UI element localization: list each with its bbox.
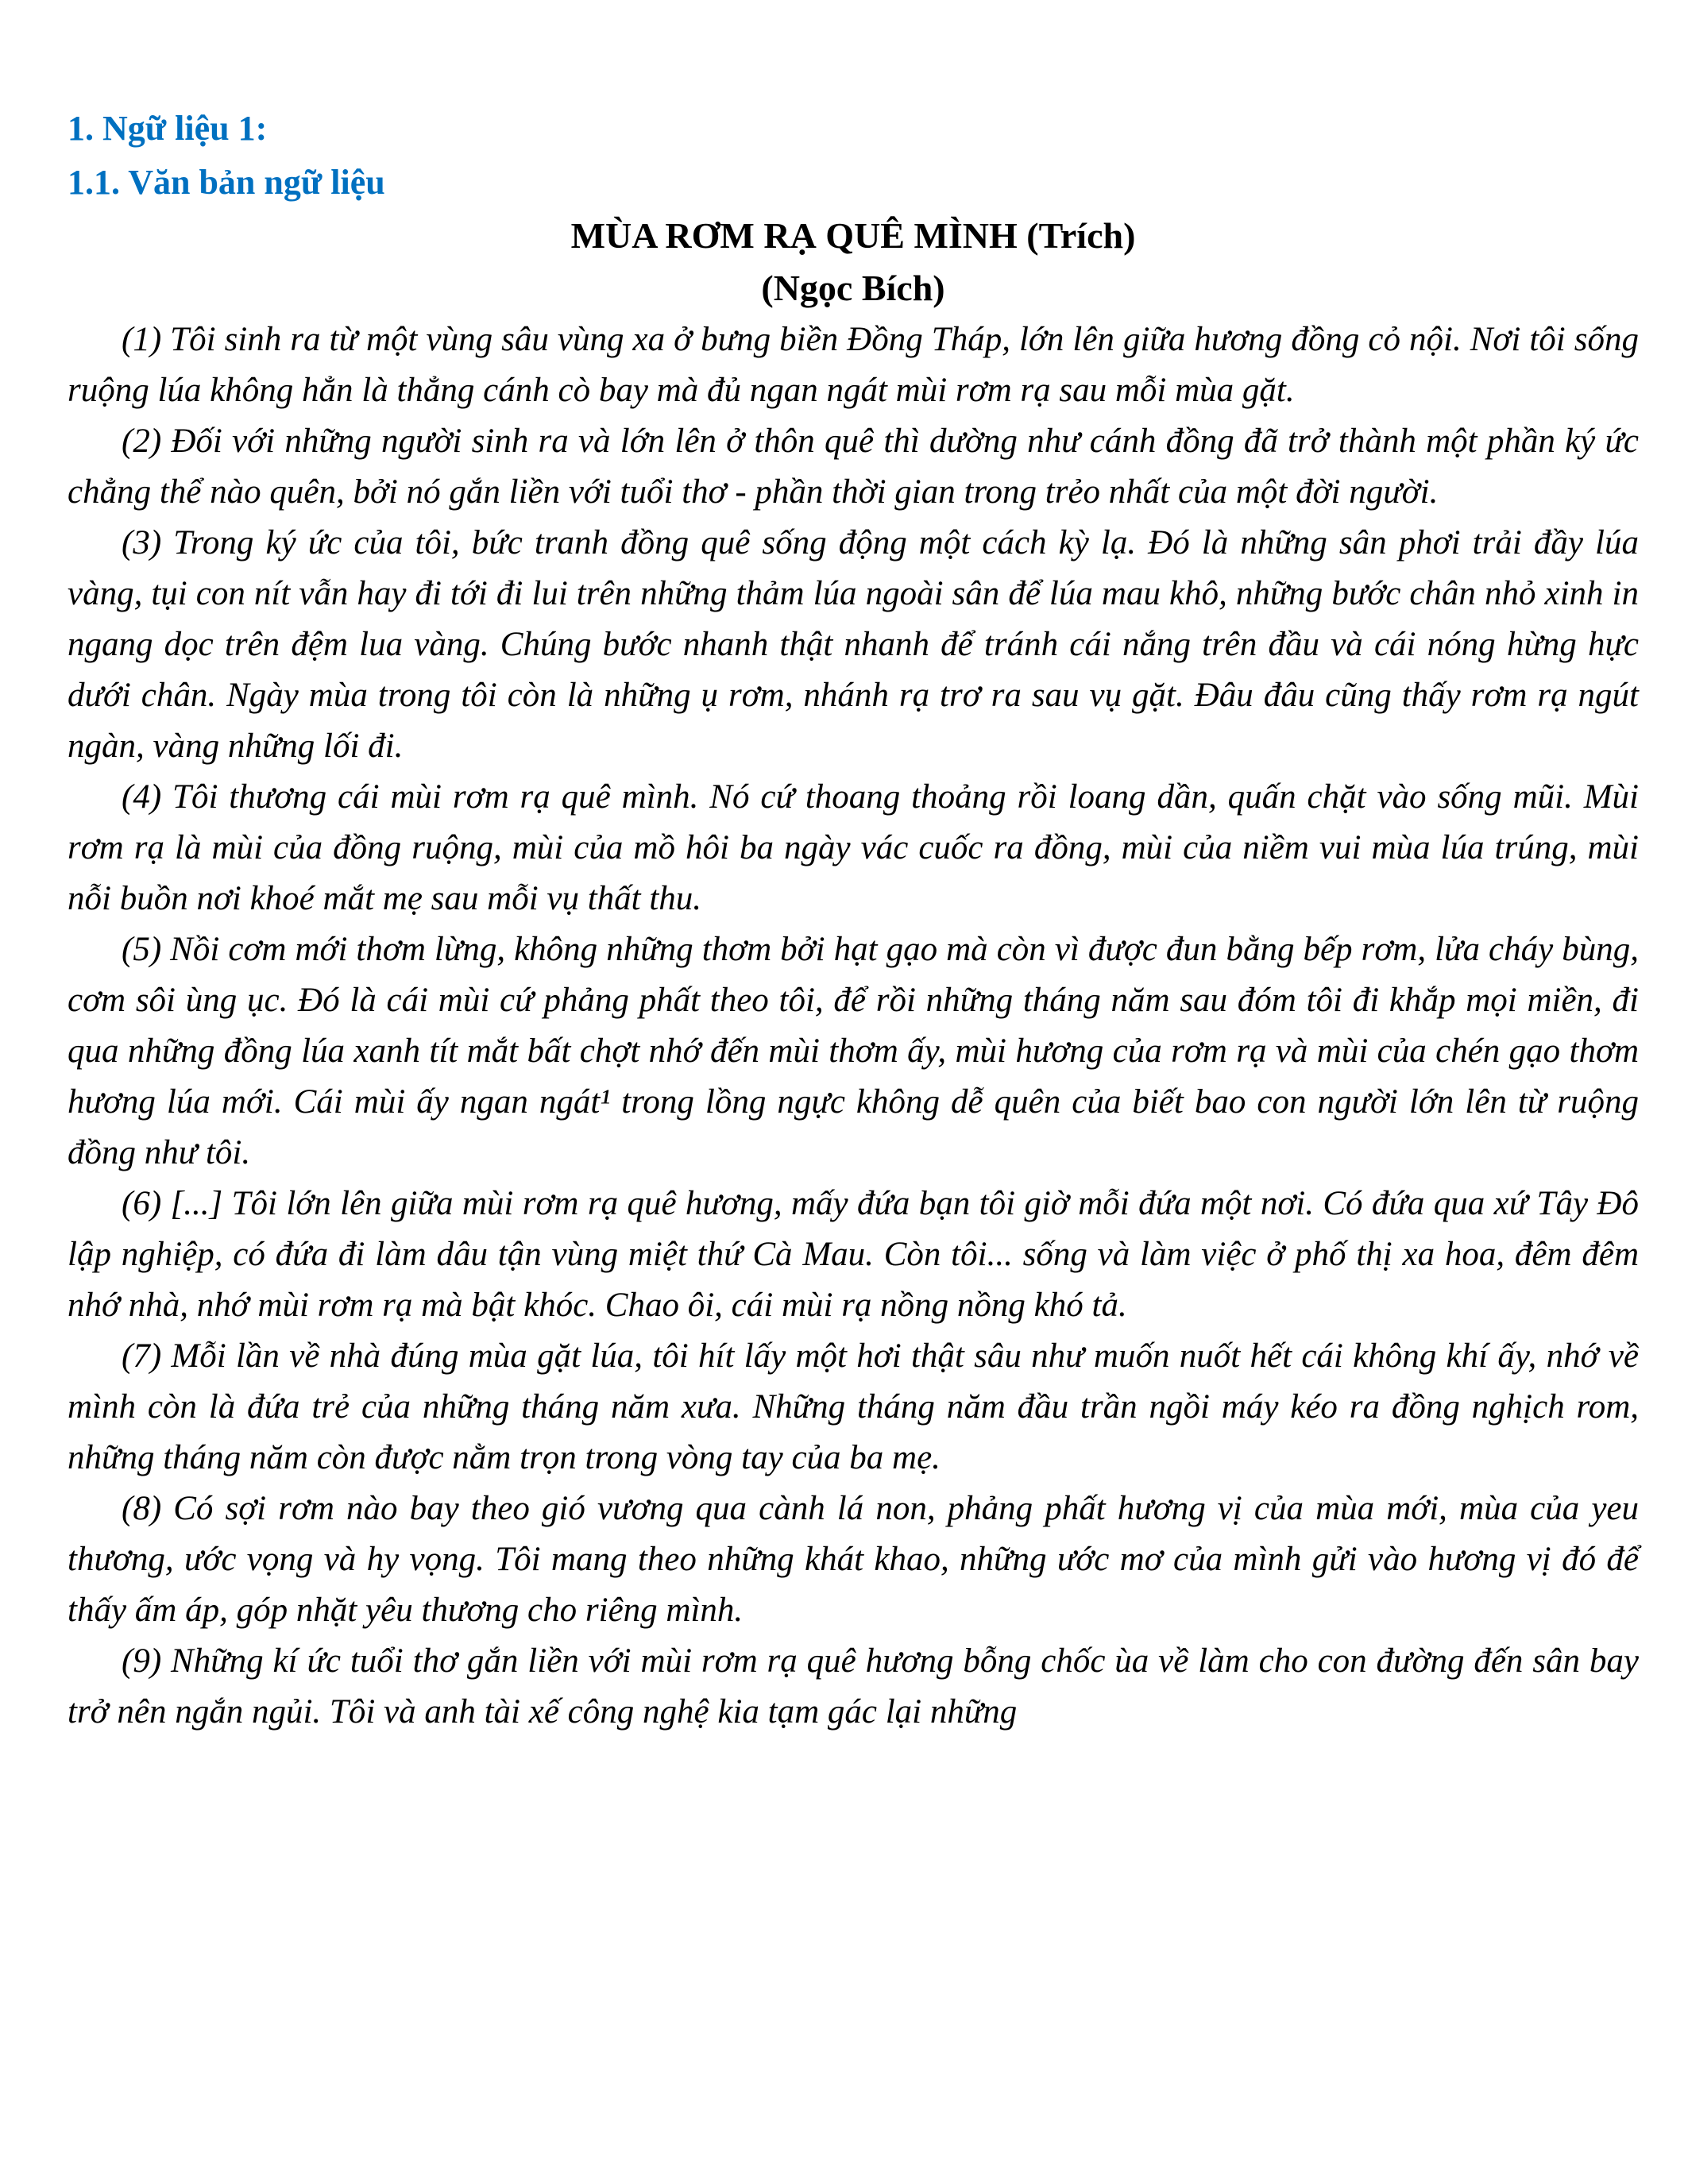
paragraph-4: (4) Tôi thương cái mùi rơm rạ quê mình. Nó cứ thoang thoảng rồi loang dần, quấn chặt vào sống mũi. Mùi rơm rạ là mùi của đồng ruộng, mùi của mồ hôi ba ngày vác cuốc ra đồng, mùi của niềm vui mùa lúa trúng, mùi nỗi buồn nơi khoé mắt mẹ sau mỗi vụ thất thu.	[68, 778, 1639, 917]
paragraph-2: (2) Đối với những người sinh ra và lớn lên ở thôn quê thì dường như cánh đồng đã trở thành một phần ký ức chẳng thể nào quên, bởi nó gắn liền với tuổi thơ - phần thời gian trong trẻo nhất của một đời người.	[68, 423, 1639, 511]
paragraph-1: (1) Tôi sinh ra từ một vùng sâu vùng xa ở bưng biền Đồng Tháp, lớn lên giữa hương đồng cỏ nội. Nơi tôi sống ruộng lúa không hẳn là thẳng cánh cò bay mà đủ ngan ngát mùi rơm rạ sau mỗi mùa gặt.	[68, 321, 1639, 409]
paragraph-8: (8) Có sợi rơm nào bay theo gió vương qua cành lá non, phảng phất hương vị của mùa mới, mùa của yeu thương, ước vọng và hy vọng. Tôi mang theo những khát khao, những ước mơ của mình gửi vào hương vị đó để thấy ấm áp, góp nhặt yêu thương cho riêng mình.	[68, 1490, 1639, 1629]
text-title: MÙA RƠM RẠ QUÊ MÌNH (Trích)	[570, 215, 1136, 256]
paragraph-5: (5) Nồi cơm mới thơm lừng, không những thơm bởi hạt gạo mà còn vì được đun bằng bếp rơm, lửa cháy bùng, cơm sôi ùng ục. Đó là cái mùi cứ phảng phất theo tôi, để rồi những tháng năm sau đóm tôi đi khắp mọi miền, đi qua những đồng lúa xanh tít mắt bất chợt nhớ đến mùi thơm ấy, mùi hương của rơm rạ và mùi của chén gạo thơm hương lúa mới. Cái mùi ấy ngan ngát¹ trong lồng ngực không dễ quên của biết bao con người lớn lên từ ruộng đồng như tôi.	[68, 931, 1639, 1171]
section-heading: 1. Ngữ liệu 1:	[68, 109, 268, 148]
paragraph-9: (9) Những kí ức tuổi thơ gắn liền với mùi rơm rạ quê hương bỗng chốc ùa về làm cho con đường đến sân bay trở nên ngắn ngủi. Tôi và anh tài xế công nghệ kia tạm gác lại những	[68, 1642, 1639, 1731]
paragraph-6: (6) [...] Tôi lớn lên giữa mùi rơm rạ quê hương, mấy đứa bạn tôi giờ mỗi đứa một nơi. Có đứa qua xứ Tây Đô lập nghiệp, có đứa đi làm dâu tận vùng miệt thứ Cà Mau. Còn tôi... sống và làm việc ở phố thị xa hoa, đêm đêm nhớ nhà, nhớ mùi rơm rạ mà bật khóc. Chao ôi, cái mùi rạ nồng nồng khó tả.	[68, 1185, 1639, 1324]
paragraph-3: (3) Trong ký ức của tôi, bức tranh đồng quê sống động một cách kỳ lạ. Đó là những sân phơi trải đầy lúa vàng, tụi con nít vẫn hay đi tới đi lui trên những thảm lúa ngoài sân để lúa mau khô, những bước chân nhỏ xinh in ngang dọc trên đệm lua vàng. Chúng bước nhanh thật nhanh để tránh cái nắng trên đầu và cái nóng hừng hực dưới chân. Ngày mùa trong tôi còn là những ụ rơm, nhánh rạ trơ ra sau vụ gặt. Đâu đâu cũng thấy rơm rạ ngút ngàn, vàng những lối đi.	[68, 524, 1639, 765]
subsection-heading: 1.1. Văn bản ngữ liệu	[68, 163, 385, 202]
text-author: (Ngọc Bích)	[761, 268, 945, 308]
paragraph-7: (7) Mỗi lần về nhà đúng mùa gặt lúa, tôi hít lấy một hơi thật sâu như muốn nuốt hết cái không khí ấy, nhớ về mình còn là đứa trẻ của những tháng năm xưa. Những tháng năm đầu trần ngồi máy kéo ra đồng nghịch rom, những tháng năm còn được nằm trọn trong vòng tay của ba mẹ.	[68, 1337, 1639, 1476]
